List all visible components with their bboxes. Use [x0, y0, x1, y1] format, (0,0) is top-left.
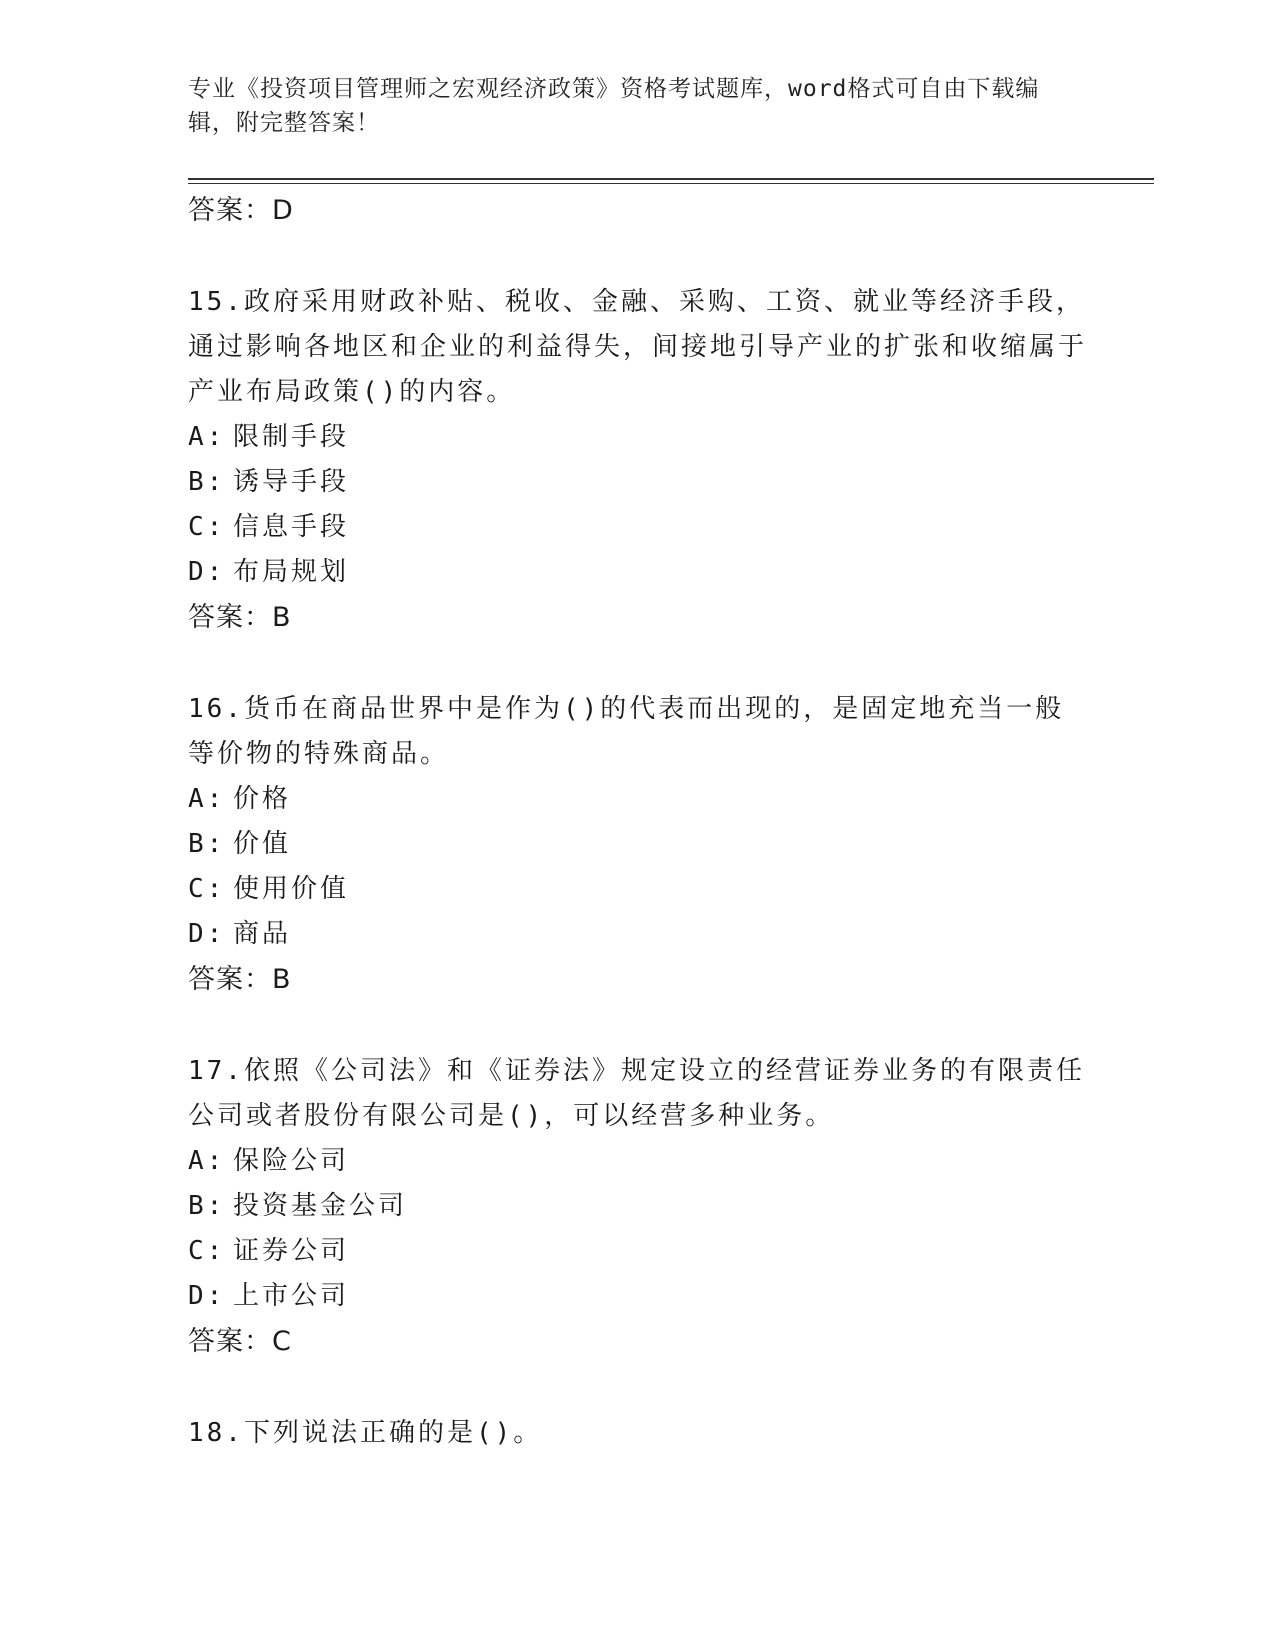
- option-b: [188, 1184, 1088, 1229]
- question-text: 18.下列说法正确的是()。: [188, 1418, 543, 1448]
- option-text: 商品: [233, 919, 292, 949]
- option-c: [188, 867, 1088, 912]
- option-key: B:: [188, 1191, 226, 1221]
- spacer: [188, 1365, 1088, 1411]
- answer-line: 答案：B: [188, 602, 292, 633]
- option-b: [188, 460, 1088, 505]
- option-a: [188, 1139, 1088, 1184]
- header-rule-thin: [188, 183, 1154, 184]
- option-text: 信息手段: [233, 512, 350, 542]
- option-key: C:: [188, 512, 226, 542]
- option-key: D:: [188, 557, 226, 587]
- option-text: 证券公司: [233, 1236, 350, 1266]
- option-text: 保险公司: [233, 1146, 350, 1176]
- option-key: B:: [188, 829, 226, 859]
- option-c: [188, 1229, 1088, 1274]
- option-text: 布局规划: [233, 557, 350, 587]
- option-key: A:: [188, 784, 226, 814]
- header-rule: [188, 178, 1154, 180]
- option-key: A:: [188, 422, 226, 452]
- question-17: [188, 1049, 1088, 1365]
- option-key: D:: [188, 919, 226, 949]
- option-a: [188, 415, 1088, 460]
- option-text: 投资基金公司: [233, 1191, 408, 1221]
- spacer: [188, 1003, 1088, 1049]
- question-16: [188, 687, 1088, 1003]
- option-text: 价值: [233, 829, 292, 859]
- option-key: B:: [188, 467, 226, 497]
- option-a: [188, 777, 1088, 822]
- answer-line: 答案：D: [188, 195, 294, 226]
- option-b: [188, 822, 1088, 867]
- question-18: [188, 1411, 1088, 1456]
- question-text: 17.依照《公司法》和《证券法》规定设立的经营证券业务的有限责任公司或者股份有限公司是()，可以经营多种业务。: [188, 1056, 1085, 1131]
- question-text: 16.货币在商品世界中是作为()的代表而出现的，是固定地充当一般等价物的特殊商品。: [188, 694, 1065, 769]
- question-list: [188, 188, 1088, 1456]
- option-text: 限制手段: [233, 422, 350, 452]
- answer-line: 答案：B: [188, 964, 292, 995]
- option-text: 价格: [233, 784, 292, 814]
- option-text: 上市公司: [233, 1281, 350, 1311]
- spacer: [188, 234, 1088, 280]
- option-d: [188, 550, 1088, 595]
- answer-line: 答案：C: [188, 1326, 292, 1357]
- spacer: [188, 641, 1088, 687]
- header-note: 专业《投资项目管理师之宏观经济政策》资格考试题库，word格式可自由下载编辑，附完整答案！: [188, 76, 1040, 136]
- option-c: [188, 505, 1088, 550]
- option-key: C:: [188, 1236, 226, 1266]
- question-15: [188, 280, 1088, 641]
- option-key: A:: [188, 1146, 226, 1176]
- option-text: 使用价值: [233, 874, 350, 904]
- option-key: C:: [188, 874, 226, 904]
- option-key: D:: [188, 1281, 226, 1311]
- option-text: 诱导手段: [233, 467, 350, 497]
- option-d: [188, 912, 1088, 957]
- question-text: 15.政府采用财政补贴、税收、金融、采购、工资、就业等经济手段，通过影响各地区和企业的利益得失，间接地引导产业的扩张和收缩属于产业布局政策()的内容。: [188, 287, 1088, 407]
- option-d: [188, 1274, 1088, 1319]
